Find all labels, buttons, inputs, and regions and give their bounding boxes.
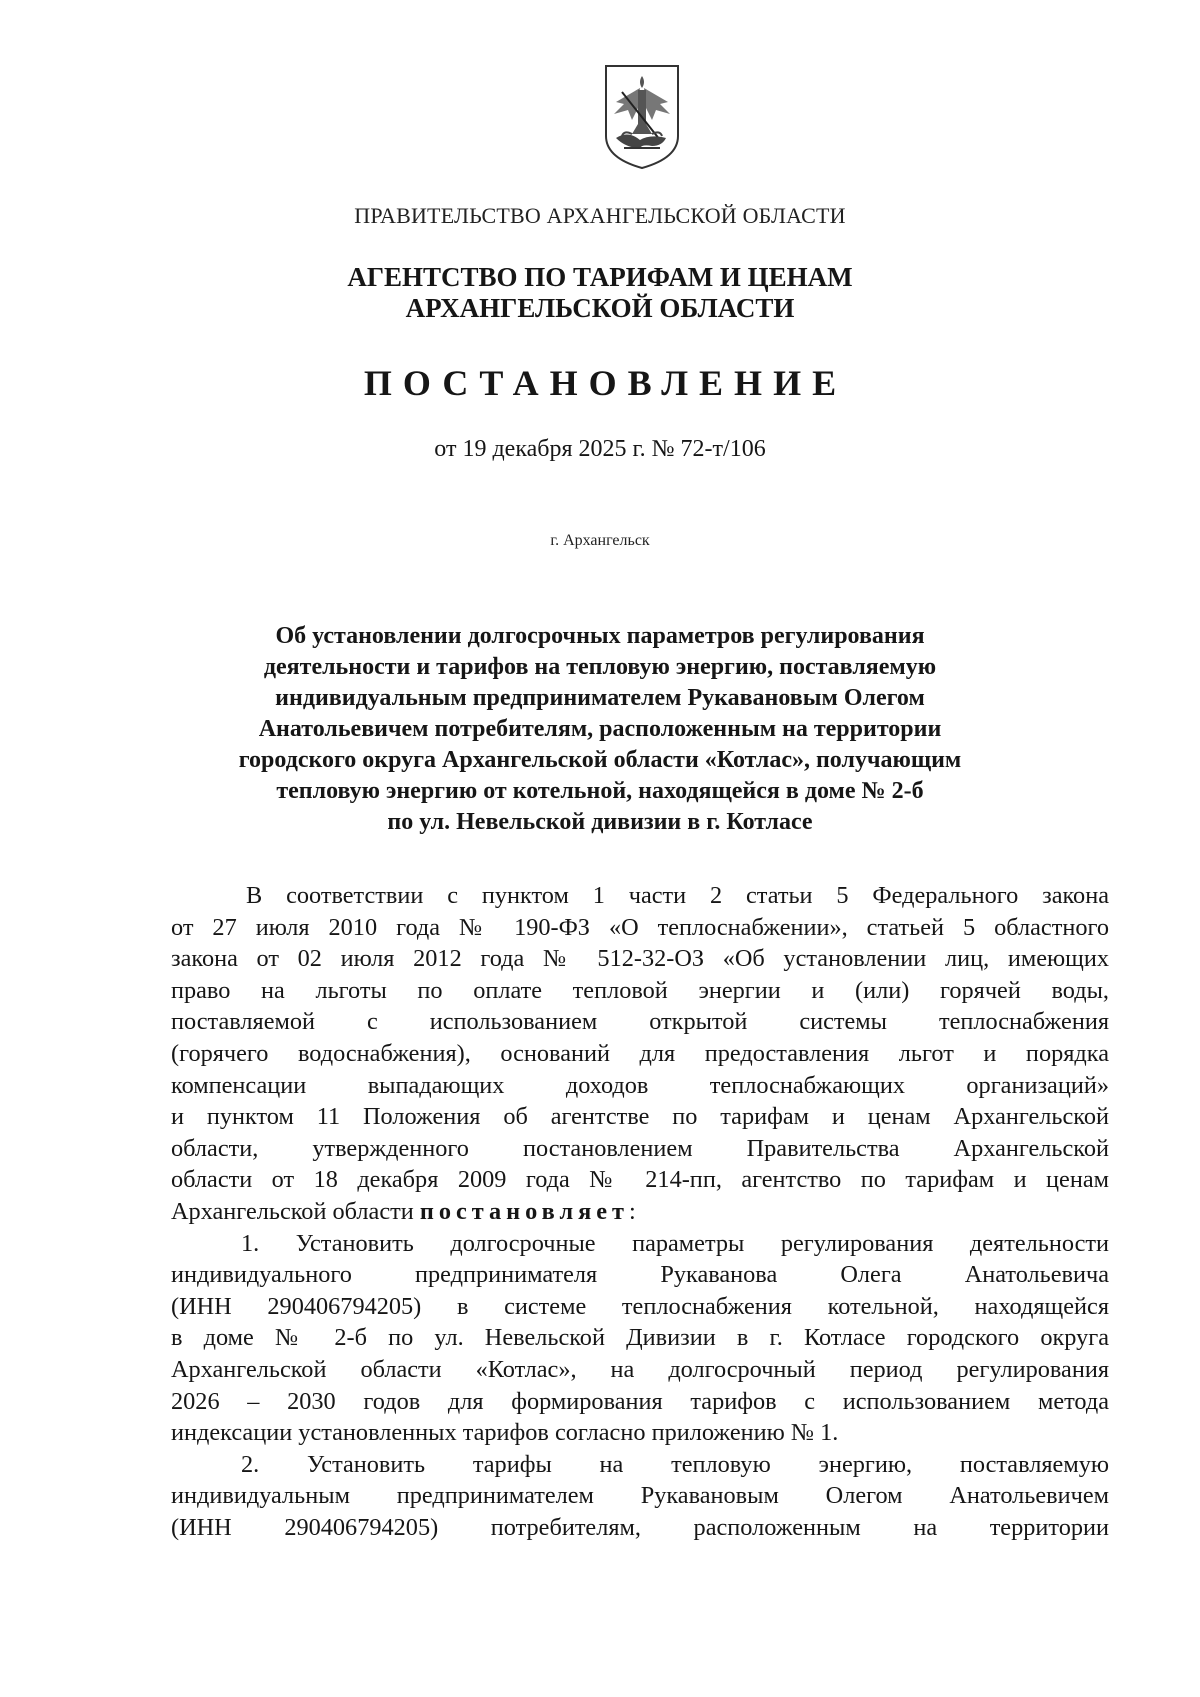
agency-title-line: АГЕНТСТВО ПО ТАРИФАМ И ЦЕНАМ	[347, 262, 853, 292]
body-line: 2026 – 2030 годов для формирования тарифов с использованием метода	[171, 1387, 1109, 1415]
body-line: области от 18 декабря 2009 года № 214-пп, агентство по тарифам и ценам	[171, 1166, 1109, 1194]
preamble-paragraph	[171, 880, 1109, 1228]
body-line: от 27 июля 2010 года № 190-ФЗ «О теплоснабжении», статьей 5 областного	[171, 913, 1109, 941]
subject-line: Анатольевичем потребителям, расположенным на территории	[258, 716, 942, 742]
body-line: индексации установленных тарифов согласно приложению № 1.	[171, 1419, 839, 1447]
subject-line: индивидуальным предпринимателем Рукавановым Олегом	[275, 685, 925, 711]
item-2-paragraph	[171, 1449, 1109, 1544]
subject-line: городского округа Архангельской области «Котлас», получающим	[238, 747, 962, 773]
resolves-word: постановляет	[419, 1197, 629, 1225]
resolves-colon: :	[628, 1197, 636, 1225]
body-line: области, утвержденного постановлением Правительства Архангельской	[171, 1134, 1109, 1162]
document-subject	[0, 621, 1200, 838]
body-line-final	[171, 1196, 1109, 1228]
body-line: Архангельской области «Котлас», на долгосрочный период регулирования	[171, 1355, 1109, 1383]
body-line: (горячего водоснабжения), оснований для предоставления льгот и порядка	[171, 1039, 1109, 1067]
body-line: и пунктом 11 Положения об агентстве по тарифам и ценам Архангельской	[171, 1103, 1109, 1131]
body-line: индивидуального предпринимателя Рукаванова Олега Анатольевича	[171, 1261, 1109, 1289]
city: г. Архангельск	[550, 532, 650, 549]
item-1-paragraph	[171, 1228, 1109, 1449]
body-line: компенсации выпадающих доходов теплоснабжающих организаций»	[171, 1071, 1109, 1099]
body-line: (ИНН 290406794205) потребителям, расположенным на территории	[171, 1513, 1109, 1541]
body-line: в доме № 2-б по ул. Невельской Дивизии в г. Котласе городского округа	[171, 1324, 1109, 1352]
body-line: В соответствии с пунктом 1 части 2 статьи 5 Федерального закона	[246, 882, 1109, 909]
date-and-number: от 19 декабря 2025 г. № 72-т/106	[434, 436, 766, 462]
subject-line: тепловую энергию от котельной, находящейся в доме № 2-б	[276, 778, 924, 804]
agency-title-line: АРХАНГЕЛЬСКОЙ ОБЛАСТИ	[405, 293, 795, 323]
body-line: 1. Установить долгосрочные параметры регулирования деятельности	[241, 1229, 1109, 1257]
body-line: индивидуальным предпринимателем Рукавановым Олегом Анатольевичем	[171, 1482, 1109, 1510]
document-body	[171, 880, 1109, 1543]
arkhangelsk-coat-of-arms-icon	[602, 62, 682, 172]
agency-title	[0, 262, 1200, 324]
body-line: право на льготы по оплате тепловой энергии и (или) горячей воды,	[171, 976, 1109, 1004]
body-line: (ИНН 290406794205) в системе теплоснабжения котельной, находящейся	[171, 1292, 1109, 1320]
subject-line: Об установлении долгосрочных параметров регулирования	[275, 623, 925, 649]
subject-line: деятельности и тарифов на тепловую энергию, поставляемую	[263, 654, 937, 680]
subject-line: по ул. Невельской дивизии в г. Котласе	[387, 809, 813, 835]
preamble-final-text: Архангельской области	[171, 1197, 420, 1225]
body-line: поставляемой с использованием открытой системы теплоснабжения	[171, 1008, 1109, 1036]
government-title: ПРАВИТЕЛЬСТВО АРХАНГЕЛЬСКОЙ ОБЛАСТИ	[354, 203, 846, 228]
body-line: закона от 02 июля 2012 года № 512-32-ОЗ «Об установлении лиц, имеющих	[171, 945, 1109, 973]
document-type: ПОСТАНОВЛЕНИЕ	[363, 363, 848, 403]
body-line: 2. Установить тарифы на тепловую энергию, поставляемую	[241, 1450, 1109, 1478]
